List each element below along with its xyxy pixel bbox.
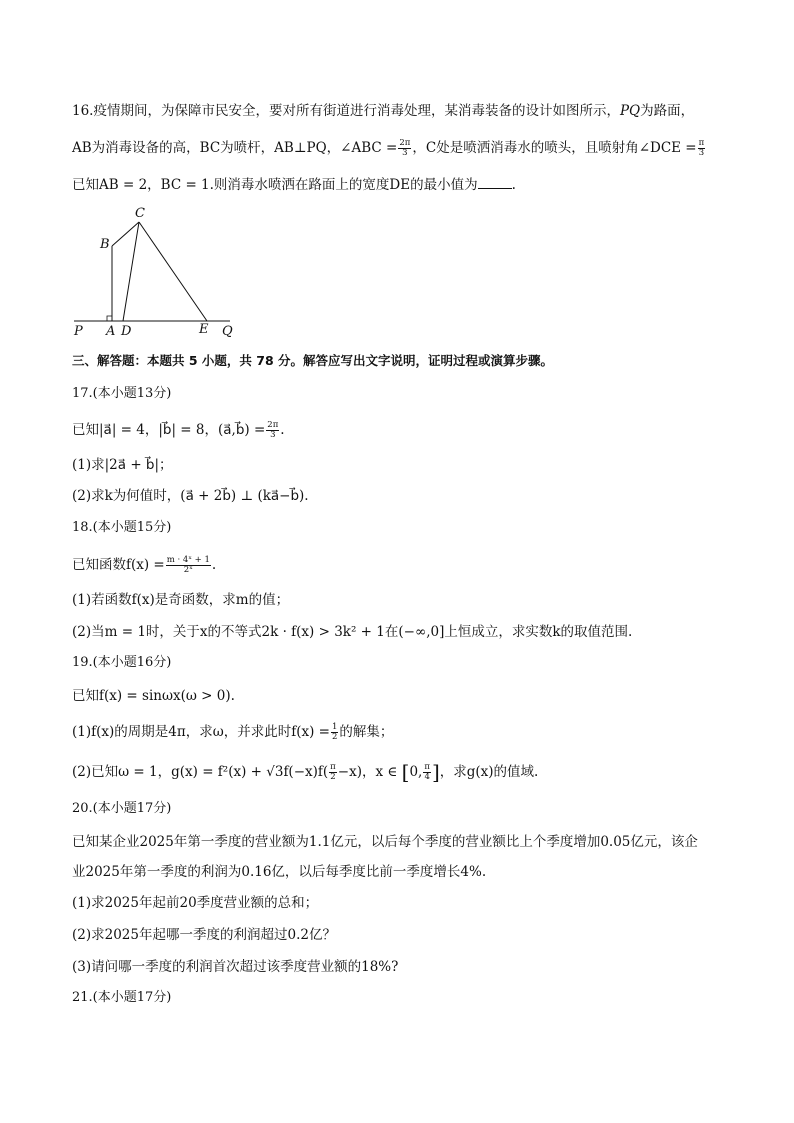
section-3-heading: 三、解答题：本题共 5 小题，共 78 分。解答应写出文字说明，证明过程或演算步骤。 <box>72 353 554 368</box>
label-e: E <box>199 322 209 337</box>
q20-line-1: 已知某企业2025年第一季度的营业额为1.1亿元，以后每个季度的营业额比上个季度增加0.05亿元，该企 <box>72 834 698 850</box>
q19-part-1 <box>72 722 754 742</box>
q16-text-1c: 为路面， <box>640 103 695 119</box>
interval-left-bracket: [ <box>401 760 410 784</box>
q16-line-3: 已知AB = 2，BC = 1.则消毒水喷洒在路面上的宽度DE的最小值为 . <box>72 177 516 193</box>
q19-part-2-text: (2)已知ω = 1，g(x) = f²(x) + √3f(−x)f( <box>72 764 329 780</box>
label-a: A <box>106 324 116 339</box>
right-angle-mark <box>107 316 112 321</box>
q19-header: 19.(本小题16分) <box>72 655 172 670</box>
q16-var-pq: PQ <box>619 103 641 119</box>
q19-part-2: (2)已知ω = 1，g(x) = f²(x) + √3f(−x)f( $\frac{\pi}{2}$ −x)，x ∈ [0, $\frac{\pi}{4}$ ]，求g(x)的值域. <box>72 760 539 784</box>
q16-text-3: 已知AB = 2，BC = 1.则消毒水喷洒在路面上的宽度DE的最小值为 <box>72 177 478 193</box>
q20-part-2: (2)求2025年起哪一季度的利润超过0.2亿？ <box>72 927 336 943</box>
label-c: C <box>135 206 145 221</box>
q16-line-1 <box>72 101 754 121</box>
interval-right-bracket: ] <box>431 760 440 784</box>
q17-given-text: 已知|a⃗| = 4，|b⃗| = 8，(a⃗,b⃗) = <box>72 422 266 438</box>
q17-part-1: (1)求|2a⃗ + b⃗|； <box>72 457 173 473</box>
segment-ce <box>139 222 207 321</box>
q18-header: 18.(本小题15分) <box>72 520 172 535</box>
q17-header: 17.(本小题13分) <box>72 386 172 401</box>
label-d: D <box>121 324 132 339</box>
q19-part-1-text-b: 的解集； <box>339 724 394 740</box>
q18-given: 已知函数f(x) = $\frac{\text{m · 4ˣ + 1}}{\text{2ˣ}}$ . <box>72 555 217 575</box>
q21-header: 21.(本小题17分) <box>72 990 172 1005</box>
q17-given: 已知|a⃗| = 4，|b⃗| = 8，(a⃗,b⃗) = $\frac{2\pi}{3}$ . <box>72 420 285 440</box>
q20-part-1: (1)求2025年起前20季度营业额的总和； <box>72 895 319 911</box>
label-q: Q <box>222 324 233 339</box>
q20-part-3: (3)请问哪一季度的利润首次超过该季度营业额的18%? <box>72 959 399 975</box>
answer-blank <box>478 176 512 189</box>
q18-given-text: 已知函数f(x) = <box>72 557 165 573</box>
q18-part-2: (2)当m = 1时，关于x的不等式2k · f(x) > 3k² + 1在(−∞,0]上恒成立，求实数k的取值范围. <box>72 624 633 640</box>
q19-frac-pi-over-2: $\frac{\pi}{2}$ <box>330 762 336 782</box>
segment-bc <box>112 222 139 246</box>
q18-part-1: (1)若函数f(x)是奇函数，求m的值； <box>72 592 290 608</box>
q16-text-2: AB为消毒设备的高，BC为喷杆，AB⊥PQ，∠ABC = <box>72 140 398 156</box>
q18-frac-function: $\frac{\text{m · 4ˣ + 1}}{\text{2ˣ}}$ <box>166 555 210 575</box>
segment-cd <box>123 222 139 321</box>
q16-frac-abc: $\frac{2\pi}{3}$ <box>399 138 411 158</box>
q19-part-1-text: (1)f(x)的周期是4π，求ω，并求此时f(x) = <box>72 724 330 740</box>
q17-part-2: (2)求k为何值时，(a⃗ + 2b⃗) ⊥ (ka⃗−b⃗). <box>72 488 309 504</box>
q16-line-2 <box>72 138 754 158</box>
q19-frac-half: $\frac{1}{2}$ <box>331 722 338 742</box>
q16-geometry-figure <box>72 200 252 340</box>
q16-frac-dce: $\frac{\pi}{3}$ <box>698 138 705 158</box>
q19-frac-pi-over-4: $\frac{\pi}{4}$ <box>424 762 430 782</box>
q20-line-2: 业2025年第一季度的利润为0.16亿，以后每季度比前一季度增长4%. <box>72 864 487 880</box>
q17-frac-angle: $\frac{2\pi}{3}$ <box>267 420 279 440</box>
label-b: B <box>100 237 110 252</box>
q16-text-2b: ，C处是喷洒消毒水的喷头，且喷射角∠DCE = <box>412 140 697 156</box>
q20-header: 20.(本小题17分) <box>72 801 172 816</box>
q19-part-2-text-b: −x)，x ∈ <box>337 764 398 780</box>
q16-text-1: 16.疫情期间，为保障市民安全，要对所有街道进行消毒处理，某消毒装备的设计如图所示， <box>72 103 620 119</box>
label-p: P <box>74 324 83 339</box>
q19-part-2-text-c: ，求g(x)的值域. <box>439 764 539 780</box>
q19-given: 已知f(x) = sinωx(ω > 0). <box>72 688 235 704</box>
